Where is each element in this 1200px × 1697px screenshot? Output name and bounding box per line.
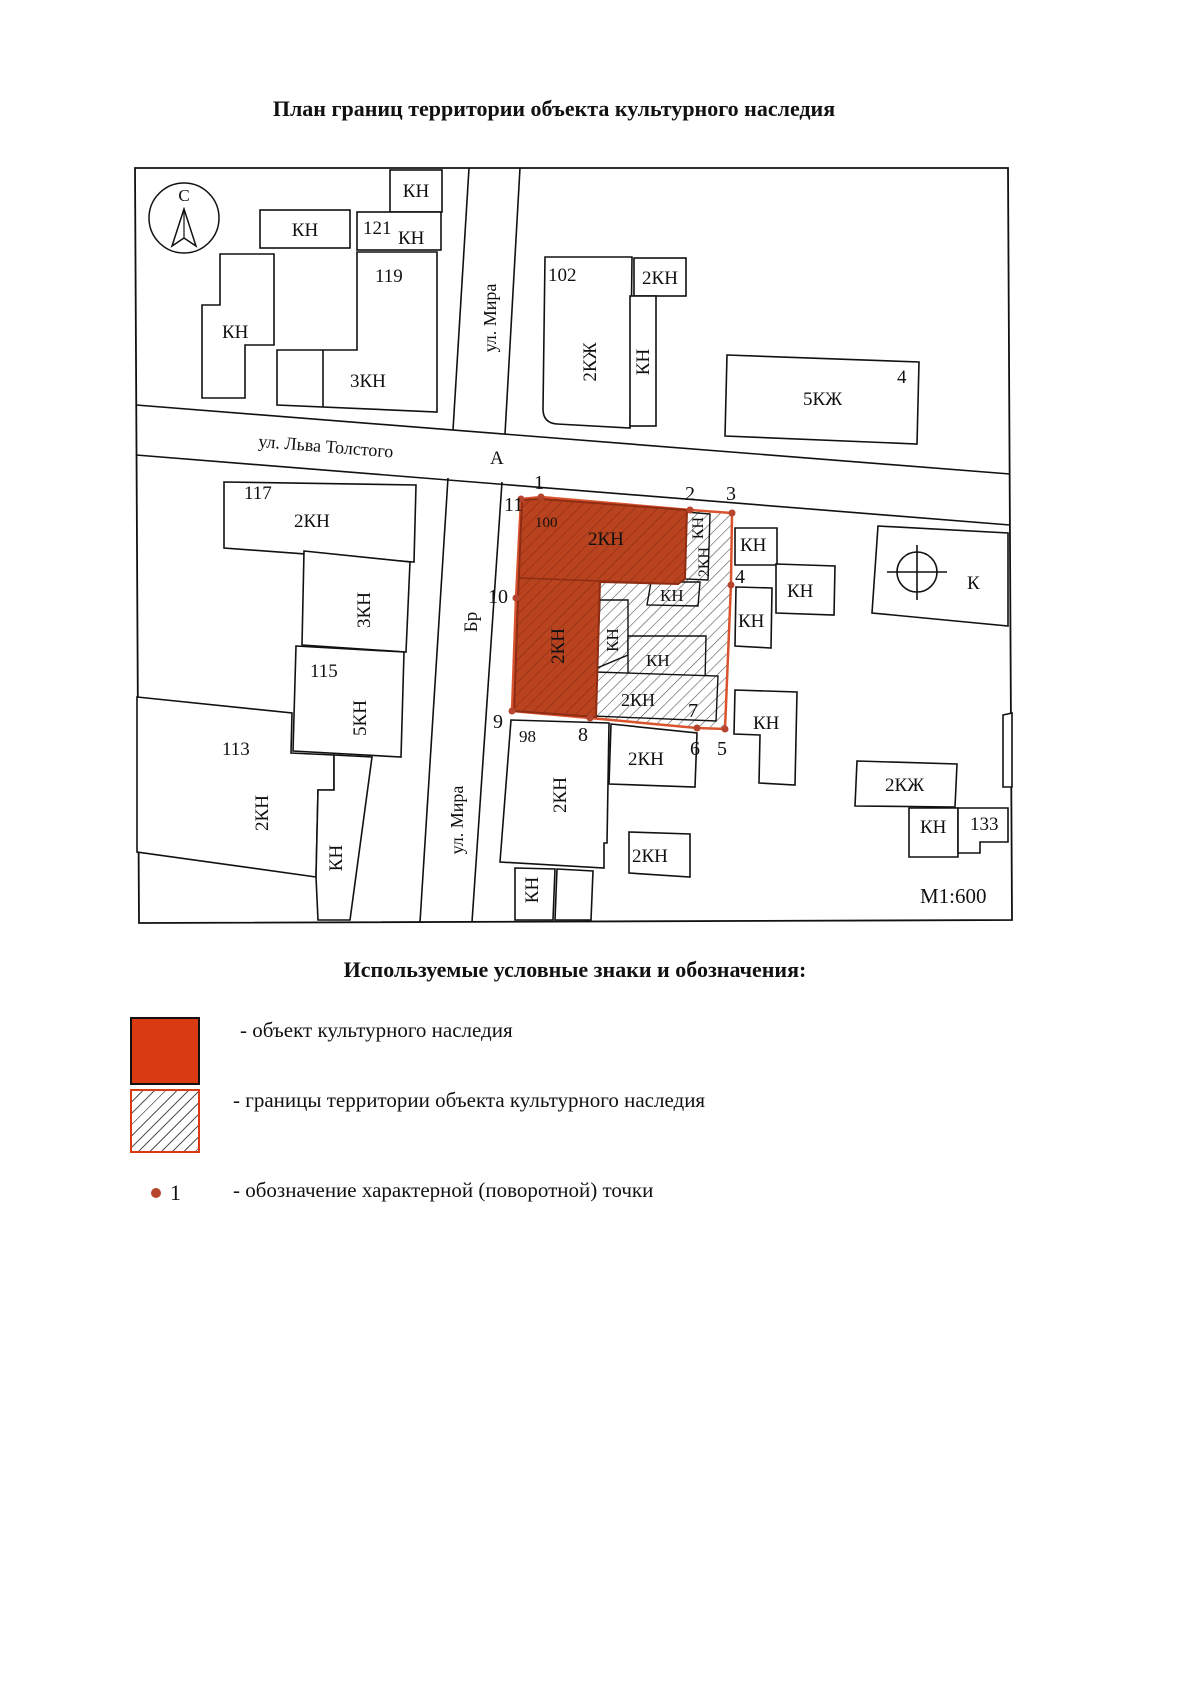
- label-113: 113: [222, 739, 250, 760]
- label-kn-left: КН: [291, 220, 319, 241]
- boundary-point-1: [538, 494, 545, 501]
- boundary-point-label-2: 2: [685, 483, 695, 505]
- label-a: А: [490, 448, 504, 469]
- legend-object-label: - объект культурного наследия: [240, 1018, 513, 1042]
- label-kn-e4: КН: [753, 713, 780, 734]
- legend-swatch-object: [130, 1017, 200, 1085]
- label-2kn-102: 2КН: [642, 268, 678, 289]
- boundary-point-label-8: 8: [578, 724, 588, 746]
- label-mira-bottom: ул. Мира: [447, 785, 467, 855]
- legend-point-label: - обозначение характерной (поворотной) точки: [233, 1178, 654, 1202]
- label-2kn-s2: 2КН: [632, 846, 668, 867]
- label-mira-top: ул. Мира: [480, 283, 500, 353]
- building-east-edge: [1003, 713, 1012, 787]
- legend-point-dot: [151, 1188, 161, 1198]
- boundary-point-label-6: 6: [690, 738, 700, 760]
- label-2kn-113: 2КН: [252, 795, 273, 831]
- label-2kzh-se: 2КЖ: [885, 775, 925, 796]
- label-tolstogo: ул. Льва Толстого: [257, 431, 395, 462]
- boundary-point-label-1: 1: [534, 472, 544, 494]
- label-2kn-117: 2КН: [294, 511, 330, 532]
- boundary-point-9: [509, 708, 516, 715]
- label-strip-kn: КН: [690, 516, 707, 540]
- label-kn-e3: КН: [738, 611, 765, 632]
- label-kn-inner-mid: КН: [646, 651, 670, 670]
- label-k: К: [967, 573, 980, 594]
- label-100: 100: [535, 515, 558, 531]
- scale-label: М1:600: [920, 884, 987, 908]
- boundary-point-8: [587, 715, 594, 722]
- label-2kn-inner: 2КН: [621, 690, 656, 710]
- label-102: 102: [548, 265, 577, 286]
- label-133: 133: [970, 814, 999, 835]
- label-kn-102: КН: [633, 348, 654, 376]
- label-kn-e1: КН: [740, 535, 767, 556]
- label-3kn-119: 3КН: [350, 371, 386, 392]
- boundary-point-label-5: 5: [717, 738, 727, 760]
- boundary-point-2: [687, 507, 694, 514]
- boundary-point-label-9: 9: [493, 711, 503, 733]
- label-kn-west: КН: [222, 322, 249, 343]
- boundary-point-label-3: 3: [726, 483, 736, 505]
- label-4: 4: [897, 367, 907, 388]
- label-115: 115: [310, 661, 338, 682]
- label-3kn-mid: 3КН: [354, 592, 375, 628]
- label-5kzh: 5КЖ: [803, 389, 843, 410]
- boundary-point-3: [729, 510, 736, 517]
- label-2kzh-102: 2КЖ: [580, 342, 601, 382]
- boundary-point-label-4: 4: [735, 566, 745, 588]
- label-98: 98: [519, 727, 536, 746]
- building-k: [872, 526, 1008, 626]
- label-5kn-115: 5КН: [350, 700, 371, 736]
- boundary-point-5: [722, 726, 729, 733]
- boundary-point-label-11: 11: [504, 494, 524, 516]
- label-kn-113: КН: [326, 844, 347, 872]
- legend-swatch-territory: [130, 1089, 200, 1153]
- boundary-point-label-7: 7: [688, 700, 698, 722]
- label-117: 117: [244, 483, 272, 504]
- label-kn-se: КН: [920, 817, 947, 838]
- boundary-point-label-10: 10: [488, 586, 508, 608]
- label-br: Бр: [461, 611, 482, 633]
- boundary-point-6: [694, 725, 701, 732]
- label-121: 121: [363, 218, 392, 239]
- label-kn-top: КН: [402, 181, 430, 202]
- boundary-point-4: [728, 582, 735, 589]
- label-kn-inner-top: КН: [660, 586, 684, 605]
- page-title: План границ территории объекта культурного наследия: [272, 96, 836, 121]
- label-119: 119: [375, 266, 403, 287]
- building-kn-s4: [555, 869, 593, 920]
- north-label: С: [178, 186, 190, 205]
- label-2kn-obj-v: 2КН: [548, 628, 569, 664]
- label-kn-e2: КН: [787, 581, 814, 602]
- label-kn-s3: КН: [522, 876, 543, 904]
- boundary-point-10: [513, 595, 520, 602]
- label-kn-inner-left: КН: [603, 628, 622, 652]
- label-121-kn: КН: [398, 228, 425, 249]
- legend-point-sample: 1: [170, 1180, 181, 1205]
- label-2kn-obj: 2КН: [588, 529, 624, 550]
- label-strip-2kn: 2КН: [696, 546, 713, 578]
- label-2kn-s1: 2КН: [628, 749, 664, 770]
- legend-title: Используемые условные знаки и обозначения:: [343, 957, 807, 982]
- legend-territory-label: - границы территории объекта культурного наследия: [233, 1088, 706, 1112]
- label-2kn-98: 2КН: [550, 777, 571, 813]
